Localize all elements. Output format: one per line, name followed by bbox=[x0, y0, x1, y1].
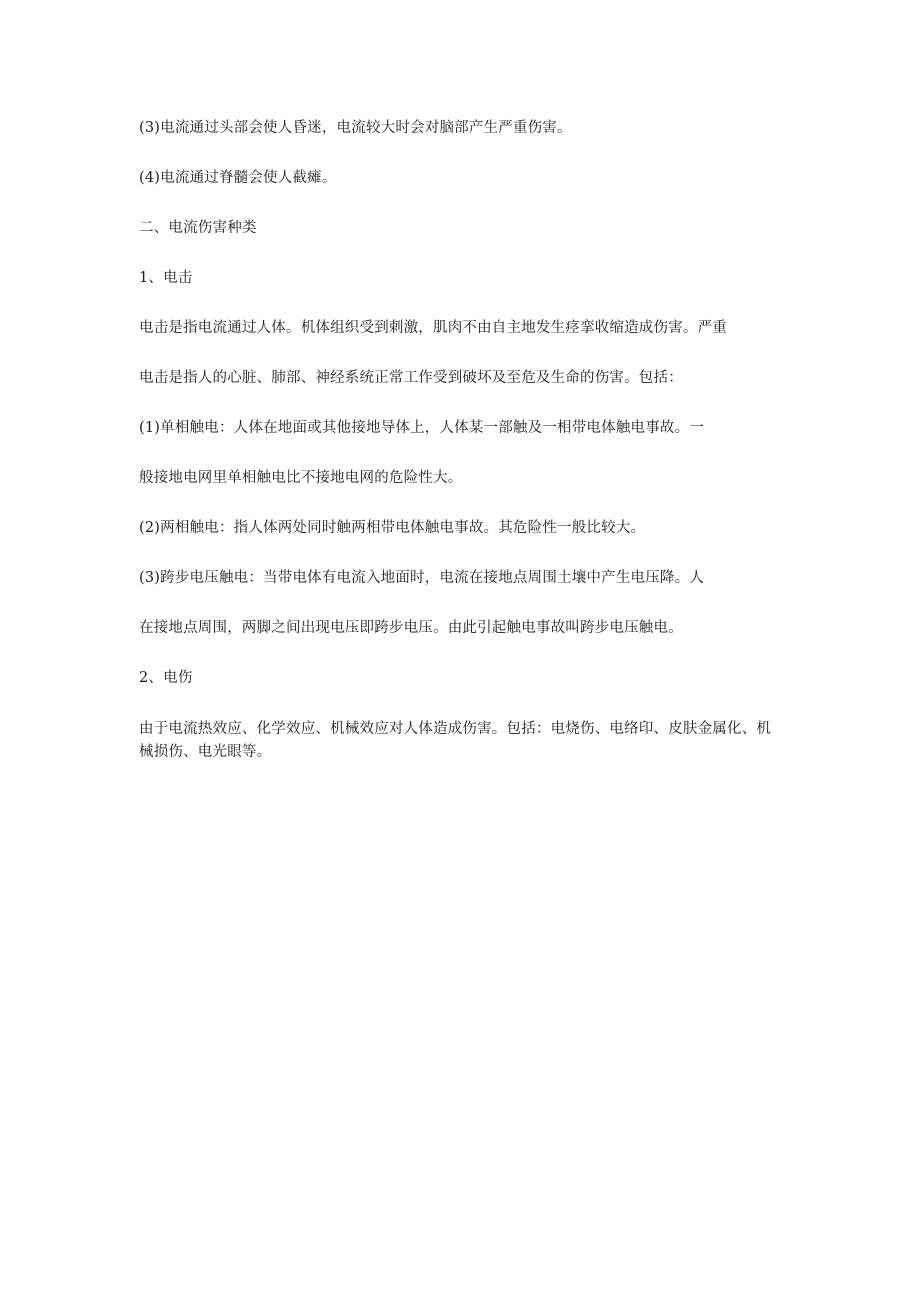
paragraph-item-3-head: (3)电流通过头部会使人昏迷，电流较大时会对脑部产生严重伤害。 bbox=[139, 120, 572, 136]
paragraph-shock-definition-line-2: 电击是指人的心脏、肺部、神经系统正常工作受到破坏及至危及生命的伤害。包括： bbox=[139, 370, 683, 386]
paragraph-shock-definition-line-1: 电击是指电流通过人体。机体组织受到刺激，肌肉不由自主地发生痉挛收缩造成伤害。严重 bbox=[139, 320, 727, 336]
paragraph-electric-injury: 由于电流热效应、化学效应、机械效应对人体造成伤害。包括：电烧伤、电络印、皮肤金属化、机械损伤、电光眼等。 bbox=[139, 721, 772, 760]
subheading-electric-injury: 2、电伤 bbox=[139, 670, 193, 686]
subheading-electric-shock: 1、电击 bbox=[139, 270, 193, 286]
paragraph-single-phase-line-2: 般接地电网里单相触电比不接地电网的危险性大。 bbox=[139, 470, 463, 486]
paragraph-step-voltage-line-1: (3)跨步电压触电：当带电体有电流入地面时，电流在接地点周围土壤中产生电压降。人 bbox=[139, 570, 705, 586]
paragraph-step-voltage-line-2: 在接地点周围，两脚之间出现电压即跨步电压。由此引起触电事故叫跨步电压触电。 bbox=[139, 620, 683, 636]
section-heading-current-injury-types: 二、电流伤害种类 bbox=[139, 220, 257, 236]
paragraph-two-phase: (2)两相触电：指人体两处同时触两相带电体触电事故。其危险性一般比较大。 bbox=[139, 520, 646, 536]
paragraph-item-4-spine: (4)电流通过脊髓会使人截瘫。 bbox=[139, 170, 337, 186]
paragraph-single-phase-line-1: (1)单相触电：人体在地面或其他接地导体上，人体某一部触及一相带电体触电事故。一 bbox=[139, 420, 705, 436]
